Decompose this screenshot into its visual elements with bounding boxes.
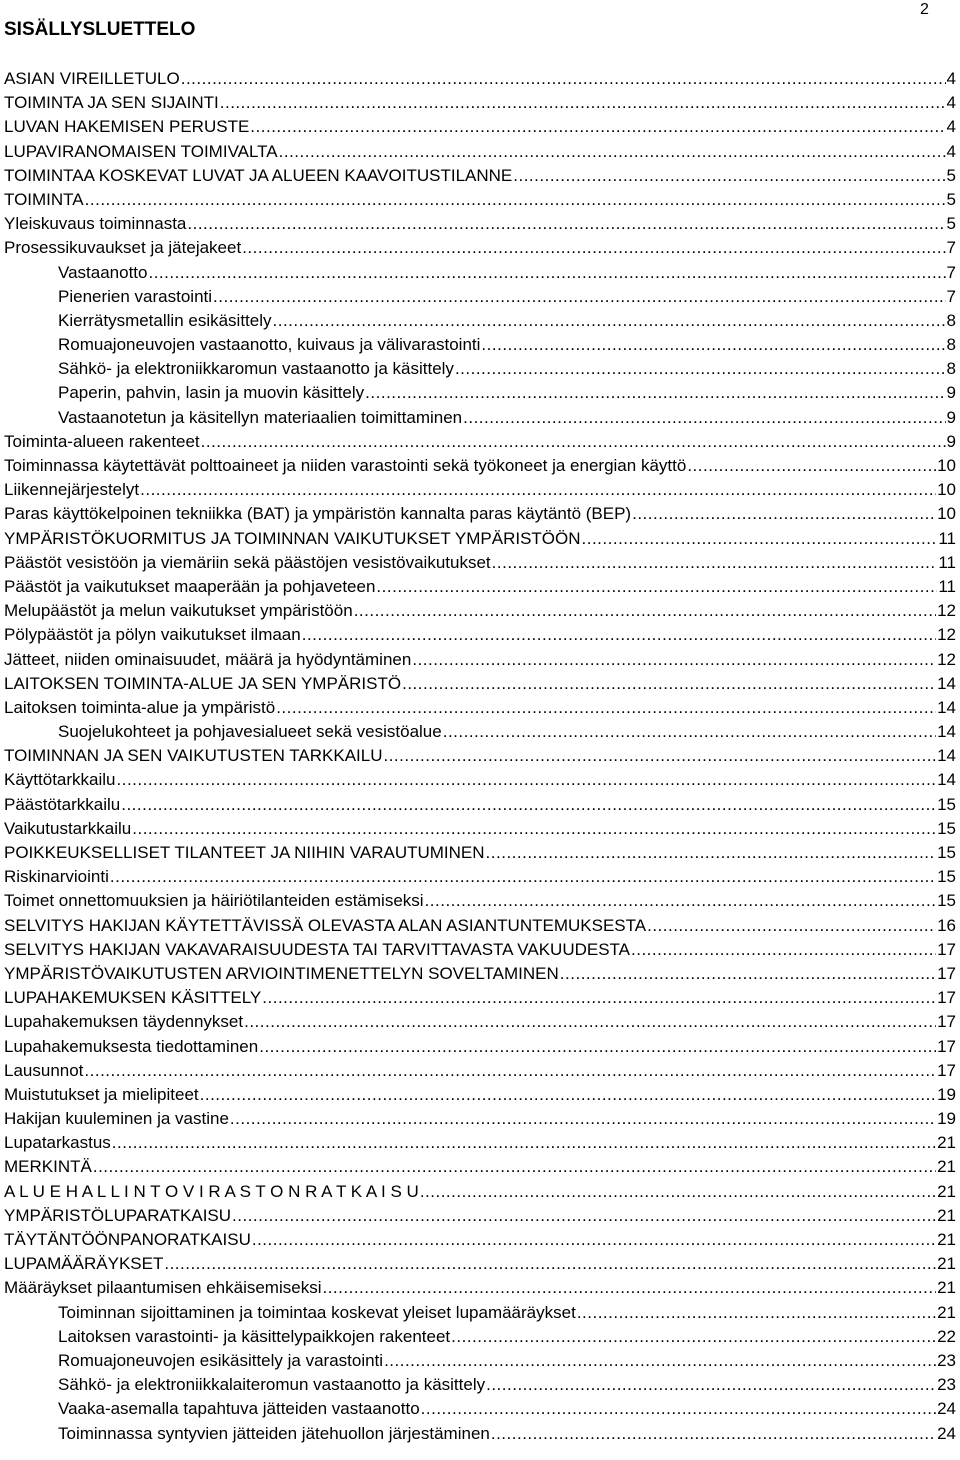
toc-entry-page: 4 xyxy=(946,117,956,137)
toc-entry-label: Paperin, pahvin, lasin ja muovin käsittely xyxy=(58,383,365,403)
toc-entry-label: Suojelukohteet ja pohjavesialueet sekä vesistöalue xyxy=(58,722,442,742)
dot-leader xyxy=(117,768,937,792)
toc-entry-label: A L U E H A L L I N T O V I R A S T O N R A T K A I S U xyxy=(4,1181,419,1201)
toc-entry-label: Prosessikuvaukset ja jätejakeet xyxy=(4,238,242,258)
toc-entry[interactable] xyxy=(4,599,956,623)
dot-leader xyxy=(259,1035,936,1059)
toc-entry-label: Toiminta-alueen rakenteet xyxy=(4,431,200,451)
toc-entry[interactable] xyxy=(4,841,956,865)
toc-entry-page: 10 xyxy=(937,480,956,500)
toc-entry[interactable] xyxy=(4,1252,956,1276)
toc-entry-page: 14 xyxy=(937,673,956,693)
toc-entry[interactable] xyxy=(4,406,956,430)
toc-entry[interactable] xyxy=(4,865,956,889)
dot-leader xyxy=(213,285,946,309)
toc-entry[interactable] xyxy=(4,1301,956,1325)
toc-entry-page: 11 xyxy=(938,528,956,548)
toc-entry-label: Muistutukset ja mielipiteet xyxy=(4,1084,199,1104)
toc-entry-page: 14 xyxy=(937,770,956,790)
toc-entry-page: 21 xyxy=(937,1205,956,1225)
toc-entry-label: Laitoksen varastointi- ja käsittelypaikkojen rakenteet xyxy=(58,1326,451,1346)
toc-entry-label: MERKINTÄ xyxy=(4,1157,92,1177)
toc-entry-page: 8 xyxy=(946,335,956,355)
dot-leader xyxy=(376,575,937,599)
toc-entry-label: Lupatarkastus xyxy=(4,1133,111,1153)
toc-entry-page: 17 xyxy=(937,1060,956,1080)
toc-entry[interactable] xyxy=(4,720,956,744)
dot-leader xyxy=(110,865,936,889)
toc-entry[interactable] xyxy=(4,889,956,913)
toc-entry-page: 24 xyxy=(937,1423,956,1443)
toc-entry[interactable] xyxy=(4,1107,956,1131)
dot-leader xyxy=(273,309,946,333)
toc-entry[interactable] xyxy=(4,1155,956,1179)
toc-entry[interactable] xyxy=(4,1010,956,1034)
toc-entry[interactable] xyxy=(4,768,956,792)
dot-leader xyxy=(200,1083,936,1107)
toc-entry-label: Yleiskuvaus toiminnasta xyxy=(4,214,187,234)
toc-entry-label: Sähkö- ja elektroniikkalaiteromun vastaanotto ja käsittely xyxy=(58,1375,486,1395)
toc-entry-page: 15 xyxy=(937,843,956,862)
toc-entry-page: 21 xyxy=(937,1181,956,1201)
toc-entry-page: 17 xyxy=(937,939,956,959)
toc-entry-page: 15 xyxy=(937,891,956,911)
toc-entry-label: LUVAN HAKEMISEN PERUSTE xyxy=(4,117,250,137)
toc-entry-page: 14 xyxy=(937,746,956,766)
toc-entry[interactable] xyxy=(4,914,956,938)
toc-entry-label: TÄYTÄNTÖÖNPANORATKAISU xyxy=(4,1230,251,1249)
toc-entry[interactable] xyxy=(4,261,956,285)
toc-entry-label: YMPÄRISTÖVAIKUTUSTEN ARVIOINTIMENETTELYN SOVELTAMINEN xyxy=(4,963,559,983)
toc-entry-label: Paras käyttökelpoinen tekniikka (BAT) ja ympäristön kannalta paras käytäntö (BEP) xyxy=(4,504,632,524)
toc-entry[interactable] xyxy=(4,67,956,91)
toc-entry-page: 11 xyxy=(938,576,956,596)
toc-entry-label: Päästöt ja vaikutukset maaperään ja pohjaveteen xyxy=(4,576,376,596)
toc-entry-page: 14 xyxy=(937,722,956,742)
toc-entry-page: 19 xyxy=(937,1109,956,1129)
toc-title: SISÄLLYSLUETTELO xyxy=(4,19,196,40)
toc-entry-label: SELVITYS HAKIJAN VAKAVARAISUUDESTA TAI TARVITTAVASTA VAKUUDESTA xyxy=(4,939,631,959)
dot-leader xyxy=(451,1325,936,1349)
dot-leader xyxy=(85,188,946,212)
toc-entry[interactable] xyxy=(4,672,956,696)
toc-entry[interactable] xyxy=(4,164,956,188)
toc-entry[interactable] xyxy=(4,648,956,672)
dot-leader xyxy=(132,817,936,841)
toc-entry-page: 24 xyxy=(937,1399,956,1419)
dot-leader xyxy=(84,1059,936,1083)
dot-leader xyxy=(455,357,946,381)
toc-entry-label: Toimet onnettomuuksien ja häiriötilanteiden estämiseksi xyxy=(4,891,424,911)
toc-entry[interactable] xyxy=(4,1131,956,1155)
toc-entry-label: Toiminnassa syntyvien jätteiden jätehuollon järjestäminen xyxy=(58,1423,490,1443)
toc-entry-page: 5 xyxy=(946,165,956,185)
toc-entry-page: 21 xyxy=(937,1254,956,1274)
toc-entry[interactable] xyxy=(4,1083,956,1107)
dot-leader xyxy=(121,793,936,817)
toc-entry[interactable] xyxy=(4,986,956,1010)
toc-entry[interactable] xyxy=(4,309,956,333)
toc-entry-page: 7 xyxy=(946,262,956,282)
dot-leader xyxy=(513,164,945,188)
toc-entry-page: 11 xyxy=(938,552,956,572)
dot-leader xyxy=(302,623,936,647)
toc-entry-label: Vastaanotto xyxy=(58,262,148,282)
dot-leader xyxy=(201,430,946,454)
toc-entry[interactable] xyxy=(4,696,956,720)
toc-entry[interactable] xyxy=(4,1059,956,1083)
dot-leader xyxy=(582,527,938,551)
toc-entry[interactable] xyxy=(4,381,956,405)
toc-entry[interactable] xyxy=(4,478,956,502)
toc-entry-page: 7 xyxy=(946,238,956,258)
toc-entry[interactable] xyxy=(4,1422,956,1446)
toc-entry-page: 21 xyxy=(937,1278,956,1298)
toc-entry-page: 15 xyxy=(937,818,956,838)
toc-entry-label: Määräykset pilaantumisen ehkäisemiseksi xyxy=(4,1278,322,1298)
dot-leader xyxy=(250,115,945,139)
toc-entry[interactable] xyxy=(4,1325,956,1349)
toc-entry-label: Kierrätysmetallin esikäsittely xyxy=(58,310,272,330)
toc-entry[interactable] xyxy=(4,430,956,454)
toc-entry-label: Jätteet, niiden ominaisuudet, määrä ja hyödyntäminen xyxy=(4,649,412,669)
toc-entry-label: Hakijan kuuleminen ja vastine xyxy=(4,1109,229,1129)
toc-entry-label: Lupahakemuksesta tiedottaminen xyxy=(4,1036,259,1056)
page-number: 2 xyxy=(920,1,929,18)
toc-entry-label: TOIMINNAN JA SEN VAIKUTUSTEN TARKKAILU xyxy=(4,746,383,766)
toc-entry-page: 12 xyxy=(937,601,956,621)
toc-entry-label: Riskinarviointi xyxy=(4,867,109,887)
toc-entry-label: SELVITYS HAKIJAN KÄYTETTÄVISSÄ OLEVASTA ALAN ASIANTUNTEMUKSESTA xyxy=(4,915,647,935)
dot-leader xyxy=(93,1155,936,1179)
toc-entry-label: Vaikutustarkkailu xyxy=(4,818,132,838)
toc-entry-label: Sähkö- ja elektroniikkaromun vastaanotto ja käsittely xyxy=(58,359,454,379)
toc-entry[interactable] xyxy=(4,285,956,309)
toc-entry-page: 15 xyxy=(937,794,956,814)
toc-entry[interactable] xyxy=(4,1373,956,1397)
toc-entry-label: TOIMINTA JA SEN SIJAINTI xyxy=(4,93,219,113)
toc-entry[interactable] xyxy=(4,502,956,526)
dot-leader xyxy=(383,744,936,768)
toc-entry-label: TOIMINTAA KOSKEVAT LUVAT JA ALUEEN KAAVOITUSTILANNE xyxy=(4,165,513,185)
toc-entry-page: 9 xyxy=(946,383,956,403)
dot-leader xyxy=(230,1107,936,1131)
toc-entry-label: Laitoksen toiminta-alue ja ympäristö xyxy=(4,697,276,717)
dot-leader xyxy=(560,962,936,986)
toc-entry-label: LUPAVIRANOMAISEN TOIMIVALTA xyxy=(4,141,278,161)
dot-leader xyxy=(279,140,946,164)
dot-leader xyxy=(244,1010,936,1034)
toc-entry-label: YMPÄRISTÖKUORMITUS JA TOIMINNAN VAIKUTUKSET YMPÄRISTÖÖN xyxy=(4,528,581,548)
dot-leader xyxy=(365,381,945,405)
toc-entry[interactable] xyxy=(4,1035,956,1059)
toc-entry-page: 22 xyxy=(937,1326,956,1346)
toc-entry-label: Toiminnassa käytettävät polttoaineet ja niiden varastointi sekä työkoneet ja energian käyttö xyxy=(4,456,687,475)
toc-entry-label: YMPÄRISTÖLUPARATKAISU xyxy=(4,1205,232,1225)
toc-entry-label: Lausunnot xyxy=(4,1060,84,1080)
dot-leader xyxy=(276,696,936,720)
dot-leader xyxy=(492,551,938,575)
toc-entry-label: TOIMINTA xyxy=(4,189,84,209)
toc-entry-page: 7 xyxy=(946,286,956,306)
dot-leader xyxy=(463,406,945,430)
dot-leader xyxy=(232,1204,936,1228)
toc-entry-label: Toiminnan sijoittaminen ja toimintaa koskevat yleiset lupamääräykset xyxy=(58,1302,576,1322)
toc-entry[interactable] xyxy=(4,744,956,768)
dot-leader xyxy=(354,599,936,623)
toc-entry[interactable] xyxy=(4,962,956,986)
toc-entry-page: 21 xyxy=(937,1133,956,1153)
toc-entry-page: 9 xyxy=(946,407,956,427)
toc-entry-page: 21 xyxy=(937,1230,956,1249)
dot-leader xyxy=(687,454,936,478)
dot-leader xyxy=(421,1397,936,1421)
dot-leader xyxy=(632,502,936,526)
dot-leader xyxy=(181,67,946,91)
toc-entry-page: 4 xyxy=(946,141,956,161)
toc-entry-label: Romuajoneuvojen vastaanotto, kuivaus ja välivarastointi xyxy=(58,335,481,355)
toc-entry[interactable] xyxy=(4,1349,956,1373)
toc-entry-page: 10 xyxy=(937,504,956,524)
dot-leader xyxy=(425,889,937,913)
toc-entry[interactable] xyxy=(4,1228,956,1252)
toc-entry-page: 23 xyxy=(937,1375,956,1395)
dot-leader xyxy=(491,1422,936,1446)
dot-leader xyxy=(140,478,936,502)
dot-leader xyxy=(252,1228,936,1252)
toc-entry-page: 12 xyxy=(937,625,956,645)
toc-entry-page: 21 xyxy=(937,1157,956,1177)
dot-leader xyxy=(220,91,946,115)
toc-entry-label: LAITOKSEN TOIMINTA-ALUE JA SEN YMPÄRISTÖ xyxy=(4,673,402,693)
toc-entry-page: 19 xyxy=(937,1084,956,1104)
dot-leader xyxy=(481,333,945,357)
toc-entry[interactable] xyxy=(4,793,956,817)
toc-entry-label: Pienerien varastointi xyxy=(58,286,213,306)
toc-entry[interactable] xyxy=(4,1276,956,1300)
toc-entry[interactable] xyxy=(4,1204,956,1228)
dot-leader xyxy=(647,914,936,938)
toc-entry-page: 5 xyxy=(946,214,956,234)
toc-entry-page: 17 xyxy=(937,963,956,983)
toc-entry[interactable] xyxy=(4,938,956,962)
dot-leader xyxy=(412,648,936,672)
dot-leader xyxy=(402,672,936,696)
toc-entry[interactable] xyxy=(4,817,956,841)
toc-entry[interactable] xyxy=(4,115,956,139)
toc-entry-label: Romuajoneuvojen esikäsittely ja varastointi xyxy=(58,1350,384,1370)
toc-entry-label: Päästöt vesistöön ja viemäriin sekä päästöjen vesistövaikutukset xyxy=(4,552,491,572)
toc-entry-page: 14 xyxy=(937,697,956,717)
toc-entry-label: ASIAN VIREILLETULO xyxy=(4,69,180,88)
toc-entry-page: 12 xyxy=(937,649,956,669)
toc-entry[interactable] xyxy=(4,1180,956,1204)
toc-entry-page: 17 xyxy=(937,988,956,1008)
toc-entry-page: 23 xyxy=(937,1350,956,1370)
toc-entry[interactable] xyxy=(4,1397,956,1421)
dot-leader xyxy=(187,212,945,236)
dot-leader xyxy=(420,1180,936,1204)
toc-entry-page: 4 xyxy=(946,93,956,113)
toc-entry-page: 10 xyxy=(937,456,956,475)
toc-entry-label: Lupahakemuksen täydennykset xyxy=(4,1012,244,1032)
dot-leader xyxy=(322,1276,936,1300)
dot-leader xyxy=(242,236,945,260)
toc-entry-page: 17 xyxy=(937,1012,956,1032)
toc-entry-page: 5 xyxy=(946,189,956,209)
toc-entry-label: Päästötarkkailu xyxy=(4,794,121,814)
toc-entry-label: POIKKEUKSELLISET TILANTEET JA NIIHIN VARAUTUMINEN xyxy=(4,843,485,862)
toc-entry[interactable] xyxy=(4,575,956,599)
toc-entry[interactable] xyxy=(4,91,956,115)
toc-entry-page: 8 xyxy=(946,359,956,379)
toc-entry-page: 21 xyxy=(937,1302,956,1322)
toc-entry-label: LUPAMÄÄRÄYKSET xyxy=(4,1254,164,1274)
toc-entry[interactable] xyxy=(4,140,956,164)
toc-entry[interactable] xyxy=(4,454,956,478)
toc-entry-page: 9 xyxy=(946,431,956,451)
toc-entry[interactable] xyxy=(4,236,956,260)
toc-entry[interactable] xyxy=(4,551,956,575)
toc-entry-page: 17 xyxy=(937,1036,956,1056)
toc-entry-label: Vastaanotetun ja käsitellyn materiaalien toimittaminen xyxy=(58,407,463,427)
toc-entry[interactable] xyxy=(4,623,956,647)
toc-entry-label: Käyttötarkkailu xyxy=(4,770,116,790)
toc-entry[interactable] xyxy=(4,188,956,212)
dot-leader xyxy=(164,1252,936,1276)
dot-leader xyxy=(262,986,936,1010)
dot-leader xyxy=(112,1131,936,1155)
toc-entry-label: Melupäästöt ja melun vaikutukset ympäristöön xyxy=(4,601,353,621)
toc-entry-label: Vaaka-asemalla tapahtuva jätteiden vastaanotto xyxy=(58,1399,420,1419)
toc-entry-page: 4 xyxy=(946,69,956,88)
toc-entry-label: Pölypäästöt ja pölyn vaikutukset ilmaan xyxy=(4,625,301,645)
dot-leader xyxy=(486,841,937,865)
toc-entry-page: 15 xyxy=(937,867,956,887)
toc-entry[interactable] xyxy=(4,333,956,357)
toc-entry[interactable] xyxy=(4,357,956,381)
toc-entry-label: LUPAHAKEMUKSEN KÄSITTELY xyxy=(4,988,262,1008)
toc-entry-page: 8 xyxy=(946,310,956,330)
dot-leader xyxy=(148,261,945,285)
toc-entry[interactable] xyxy=(4,212,956,236)
toc-entry-label: Liikennejärjestelyt xyxy=(4,480,140,500)
toc-entry[interactable] xyxy=(4,527,956,551)
toc-entry-page: 16 xyxy=(937,915,956,935)
table-of-contents xyxy=(4,67,956,1446)
dot-leader xyxy=(443,720,936,744)
dot-leader xyxy=(577,1301,936,1325)
dot-leader xyxy=(631,938,936,962)
dot-leader xyxy=(384,1349,936,1373)
dot-leader xyxy=(486,1373,936,1397)
